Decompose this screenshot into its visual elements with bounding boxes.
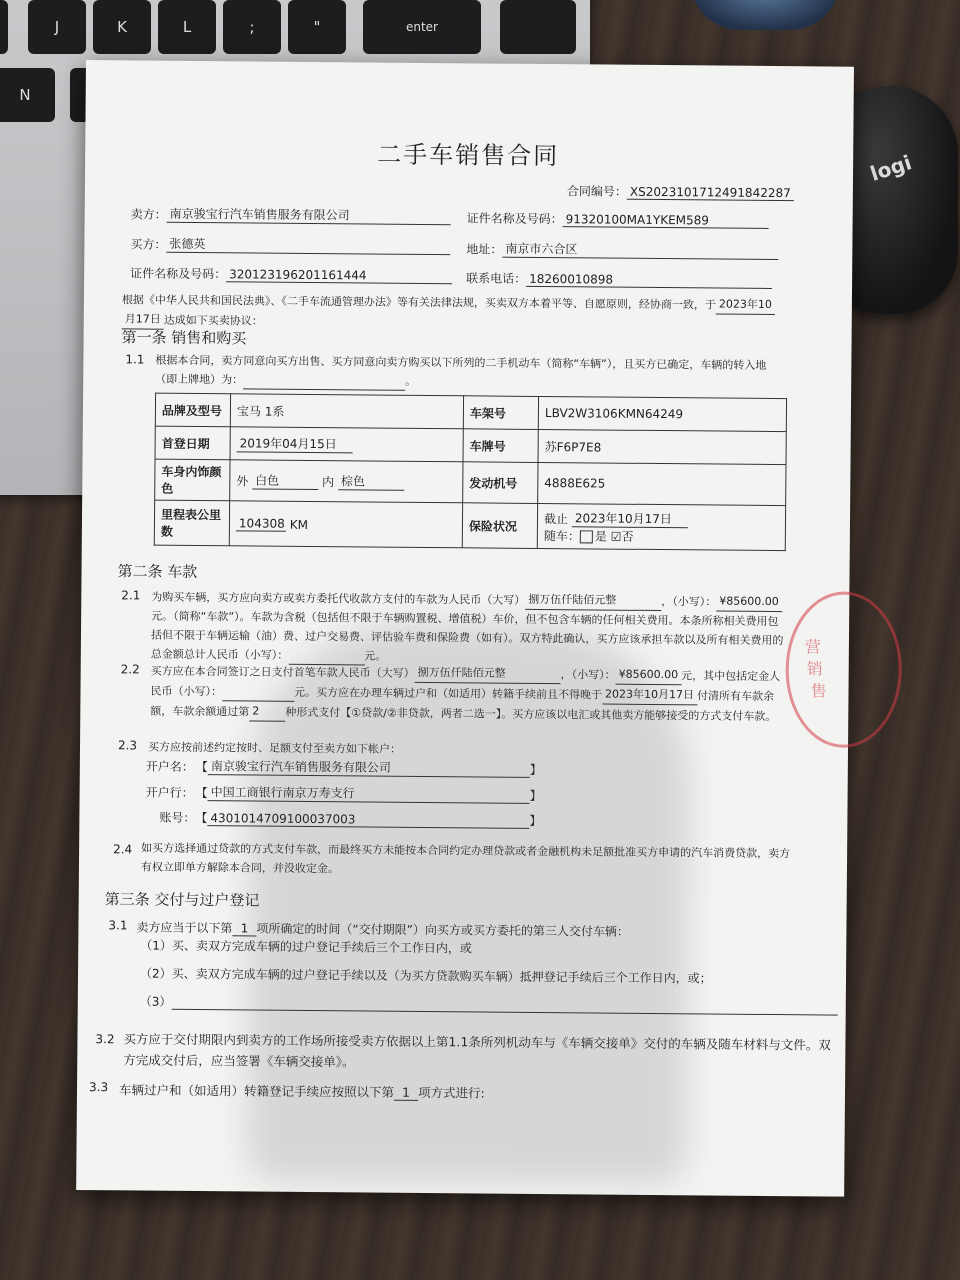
insurance-cell: 截止 2023年10月17日 随车： 是 ☑否 — [537, 503, 785, 550]
checkbox-yes[interactable] — [580, 530, 593, 543]
key-j[interactable]: J — [28, 0, 86, 54]
key-k[interactable]: K — [93, 0, 151, 54]
color-label: 车身内饰颜色 — [155, 459, 230, 501]
preamble: 根据《中华人民共和国民法典》、《二手车流通管理办法》等有关法律法规，买卖双方本着平等、自愿原则，经协商一致，于 2023年10月17日 达成如下买卖协议： — [122, 289, 794, 335]
clause-3-1-text: 卖方应当于以下第 1 项所确定的时间（“交付期限”）向买方或买方委托的第三人交付车辆： — [136, 920, 629, 939]
bank-row: 开户行： 【 中国工商银行南京万寿支行 】 — [146, 783, 542, 804]
table-row — [155, 426, 786, 465]
table-row — [155, 459, 786, 506]
buyer-value: 张德英 — [166, 235, 450, 255]
reg-date-label: 首登日期 — [155, 426, 230, 460]
clause-2-2-text: 买方应在本合同签订之日支付首笔车款人民币（大写） 捌万伍仟陆佰元整 ，（小写）： ¥85600.00 元，其中包括定金人民币（小写）： 元。买方应在办理车辆过户和（如适用）转籍手续前且不得晚于 2023年10月17日 付清所有车款余额，车款余额通过第 2 种形式支付【①贷款/②非贷款，两者二选一】。买方应该以电汇或其他卖方能够接受的方式支付车款。 — [150, 664, 781, 724]
contract-number: 合同编号： XS20231017124918422​87 — [567, 182, 794, 201]
buyer-cert-field: 证件名称及号码： 320123196201161444 — [130, 264, 452, 284]
reg-date-value: 2019年04月15日 — [237, 434, 353, 453]
contract-paper — [76, 60, 854, 1197]
clause-2-3-text: 买方应按前述约定按时、足额支付至卖方如下帐户： — [147, 740, 402, 756]
vehicle-info-table — [154, 393, 787, 552]
engine-value: 4888E625 — [538, 462, 786, 505]
plate-label: 车牌号 — [463, 429, 538, 463]
account-name-row: 开户名： 【 南京骏宝行汽车销售服务有限公司 】 — [146, 757, 542, 778]
brand-label: 品牌及型号 — [155, 393, 230, 427]
color-cell: 外 白色 内 棕色 — [230, 460, 463, 503]
mileage-label: 里程表公里数 — [154, 500, 229, 546]
mileage-unit: KM — [289, 517, 309, 532]
checkbox-no-checked[interactable]: ☑ — [610, 529, 622, 544]
clause-2-4-text: 如买方选择通过贷款的方式支付车款，而最终买方未能按本合同约定办理贷款或者金融机构未足额批准买方申请的汽车消费贷款，卖方有权立即单方解除本合同，并没收定金。 — [140, 841, 791, 876]
account-number-value: 4301014709100037003 — [207, 811, 529, 829]
phone-value: 18260010898 — [526, 272, 772, 289]
contract-title: 二手车销售合同 — [377, 140, 560, 171]
clause-1-1-text: 根据本合同，卖方同意向买方出售、买方同意向卖方购买以下所列的二手机动车（简称“车辆”），且买方已确定，车辆的转入地（即上牌地）为： 。 — [155, 351, 785, 394]
seller-value: 南京骏宝行汽车销售服务有限公司 — [167, 205, 451, 225]
clause-3-3-text: 车辆过户和（如适用）转籍登记手续应按照以下第 1 项方式进行: — [118, 1082, 485, 1101]
article-3-title: 第三条 交付与过户登记 — [104, 890, 260, 910]
vin-label: 车架号 — [463, 396, 538, 430]
clause-3-1-option-2: （2）买、卖双方完成车辆的过户登记手续以及（为买方贷款购买车辆）抵押登记手续后三个工作日内，或； — [139, 966, 712, 986]
table-row — [154, 500, 785, 551]
clause-3-1-option-3: （3） — [140, 993, 838, 1016]
table-row — [155, 393, 786, 432]
clause-3-2-text: 买方应于交付期限内到卖方的工作场所接受卖方依据以上第1.1条所列机动车与《车辆交接单》交付的车辆及随车材料与文件。双方完成交付后，应当签署《车辆交接单》。 — [123, 1031, 831, 1070]
key-semicolon[interactable]: ; — [223, 0, 281, 54]
clause-3-1-option-1: （1）买、卖双方完成车辆的过户登记手续后三个工作日内，或 — [140, 938, 472, 956]
plate-value: 苏F6P7E8 — [538, 429, 786, 464]
clause-2-4-number: 2.4 — [113, 842, 133, 857]
seller-field: 卖方： 南京骏宝行汽车销售服务有限公司 — [131, 204, 451, 225]
vin-value: LBV2W3106KMN64249 — [538, 396, 786, 431]
color-interior-value: 棕色 — [338, 472, 404, 491]
address-value: 南京市六合区 — [502, 240, 778, 260]
engine-label: 发动机号 — [463, 462, 538, 504]
address-field: 地址： 南京市六合区 — [466, 239, 778, 260]
key-quote[interactable]: " — [288, 0, 346, 54]
account-name-value: 南京骏宝行汽车销售服务有限公司 — [208, 757, 530, 778]
clause-3-1-number: 3.1 — [108, 918, 128, 933]
clause-2-2-number: 2.2 — [120, 662, 140, 677]
key-partial — [0, 0, 8, 54]
reg-date-cell — [230, 427, 463, 462]
phone-field: 联系电话： 18260010898 — [466, 269, 772, 289]
account-number-row: 账号：【 4301014709100037003 】 — [159, 810, 542, 829]
clause-3-2-number: 3.2 — [95, 1032, 115, 1047]
key-right-shift-partial — [500, 0, 576, 54]
mileage-value: 104308 — [236, 516, 286, 531]
article-1-title: 第一条 销售和购买 — [121, 328, 247, 348]
mouse-logo: logi — [867, 150, 915, 186]
key-n[interactable]: N — [0, 68, 55, 122]
company-seal: 营 销 售 — [785, 591, 902, 748]
clause-2-3-number: 2.3 — [117, 738, 138, 753]
contract-number-value: XS20231017124918422​87 — [627, 185, 794, 201]
clause-3-3-number: 3.3 — [88, 1080, 109, 1095]
bank-value: 中国工商银行南京万寿支行 — [208, 783, 530, 804]
clause-2-1-text: 为购买车辆，买方应向卖方或卖方委托代收款方支付的车款为人民币（大写） 捌万伍仟陆佰元整 ，（小写）： ¥85600.00元。（简称“车款”）。车款为含税（包括但不限于车辆购置税、增值税）车价，但不包含车辆的任何相关费用。本条所称相关费用包括但不限于车辆运输（油）费、过户交易费、评估验车费和保险费（如有）。双方特此确认，买方应该承担车款以及所有相关费用的总金额总计人民币（小写）： 元。 — [151, 587, 788, 670]
buyer-field: 买方： 张德英 — [130, 234, 450, 255]
article-2-title: 第二条 车款 — [117, 562, 198, 581]
seller-cert-field: 证件名称及号码： 91320100MA1YKEM589 — [467, 209, 769, 229]
insurance-label: 保险状况 — [462, 503, 537, 549]
color-exterior-value: 白色 — [252, 471, 318, 490]
brand-value: 宝马 1系 — [230, 394, 463, 429]
mileage-cell — [229, 501, 462, 548]
clause-2-1-number: 2.1 — [121, 588, 141, 603]
key-l[interactable]: L — [158, 0, 216, 54]
buyer-cert-value: 320123196201161444 — [226, 267, 452, 284]
key-enter[interactable]: enter — [363, 0, 481, 54]
insurance-date: 2023年10月17日 — [572, 509, 688, 528]
clause-1-1-number: 1.1 — [125, 352, 145, 367]
seller-cert-value: 91320100MA1YKEM589 — [563, 212, 769, 229]
